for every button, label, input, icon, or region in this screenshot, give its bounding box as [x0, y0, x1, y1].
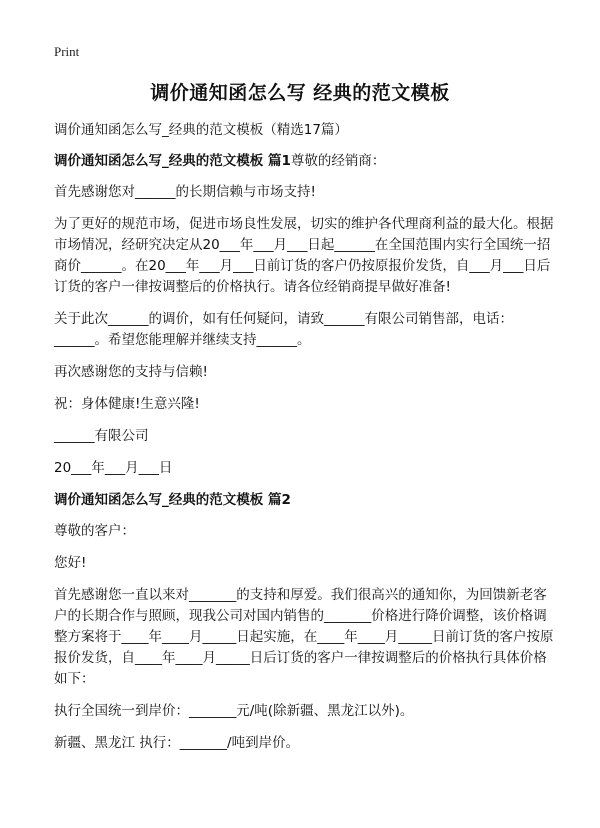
subtitle: 调价通知函怎么写_经典的范文模板（精选17篇）	[54, 122, 348, 138]
section1-paragraph: 关于此次______的调价，如有任何疑问，请致______有限公司销售部，电话：______。希望您能理解并继续支持______。	[54, 311, 513, 348]
print-label: Print	[54, 44, 80, 59]
document-body	[54, 120, 554, 765]
section1-paragraph: 首先感谢您对______的长期信赖与市场支持!	[54, 184, 316, 200]
section1-paragraph: 祝：身体健康!生意兴隆!	[54, 396, 200, 412]
section1-date: 20___年___月___日	[54, 460, 173, 476]
section1-heading-line	[54, 151, 554, 172]
section2-paragraph: 首先感谢您一直以来对_______的支持和厚爱。我们很高兴的通知你，为回馈新老客户的长期合作与照顾，现我公司对国内销售的_______价格进行降价调整，该价格调整方案将于____年____月_____日起实施，在____年____月_____日前订货的客户按原报价发货，自____年____月_____日后订货的客户一律按调整后的价格执行具体价格如下：	[54, 587, 554, 687]
section1-heading: 调价通知函怎么写_经典的范文模板 篇1	[54, 153, 291, 169]
section2-heading: 调价通知函怎么写_经典的范文模板 篇2	[54, 492, 291, 508]
section2-paragraph: 新疆、黑龙江 执行：_______/吨到岸价。	[54, 735, 300, 751]
page-title: 调价通知函怎么写 经典的范文模板	[150, 82, 450, 104]
section1-paragraph: 再次感谢您的支持与信赖!	[54, 364, 208, 380]
section1-salutation: 尊敬的经销商：	[290, 153, 386, 169]
section2-paragraph: 执行全国统一到岸价：_______元/吨(除新疆、黑龙江以外)。	[54, 703, 414, 719]
section2-paragraph: 尊敬的客户：	[54, 523, 135, 539]
section2-paragraph: 您好!	[54, 555, 87, 571]
section1-paragraph: 为了更好的规范市场，促进市场良性发展，切实的维护各代理商利益的最大化。根据市场情况，经研究决定从20___年___月___日起______在全国范围内实行全国统一招商价______。在20___年___月___日前订货的客户仍按原报价发货，自___月___日后订货的客户一律按调整后的价格执行。请各位经销商提早做好准备!	[54, 216, 554, 295]
section1-company: ______有限公司	[54, 428, 149, 444]
